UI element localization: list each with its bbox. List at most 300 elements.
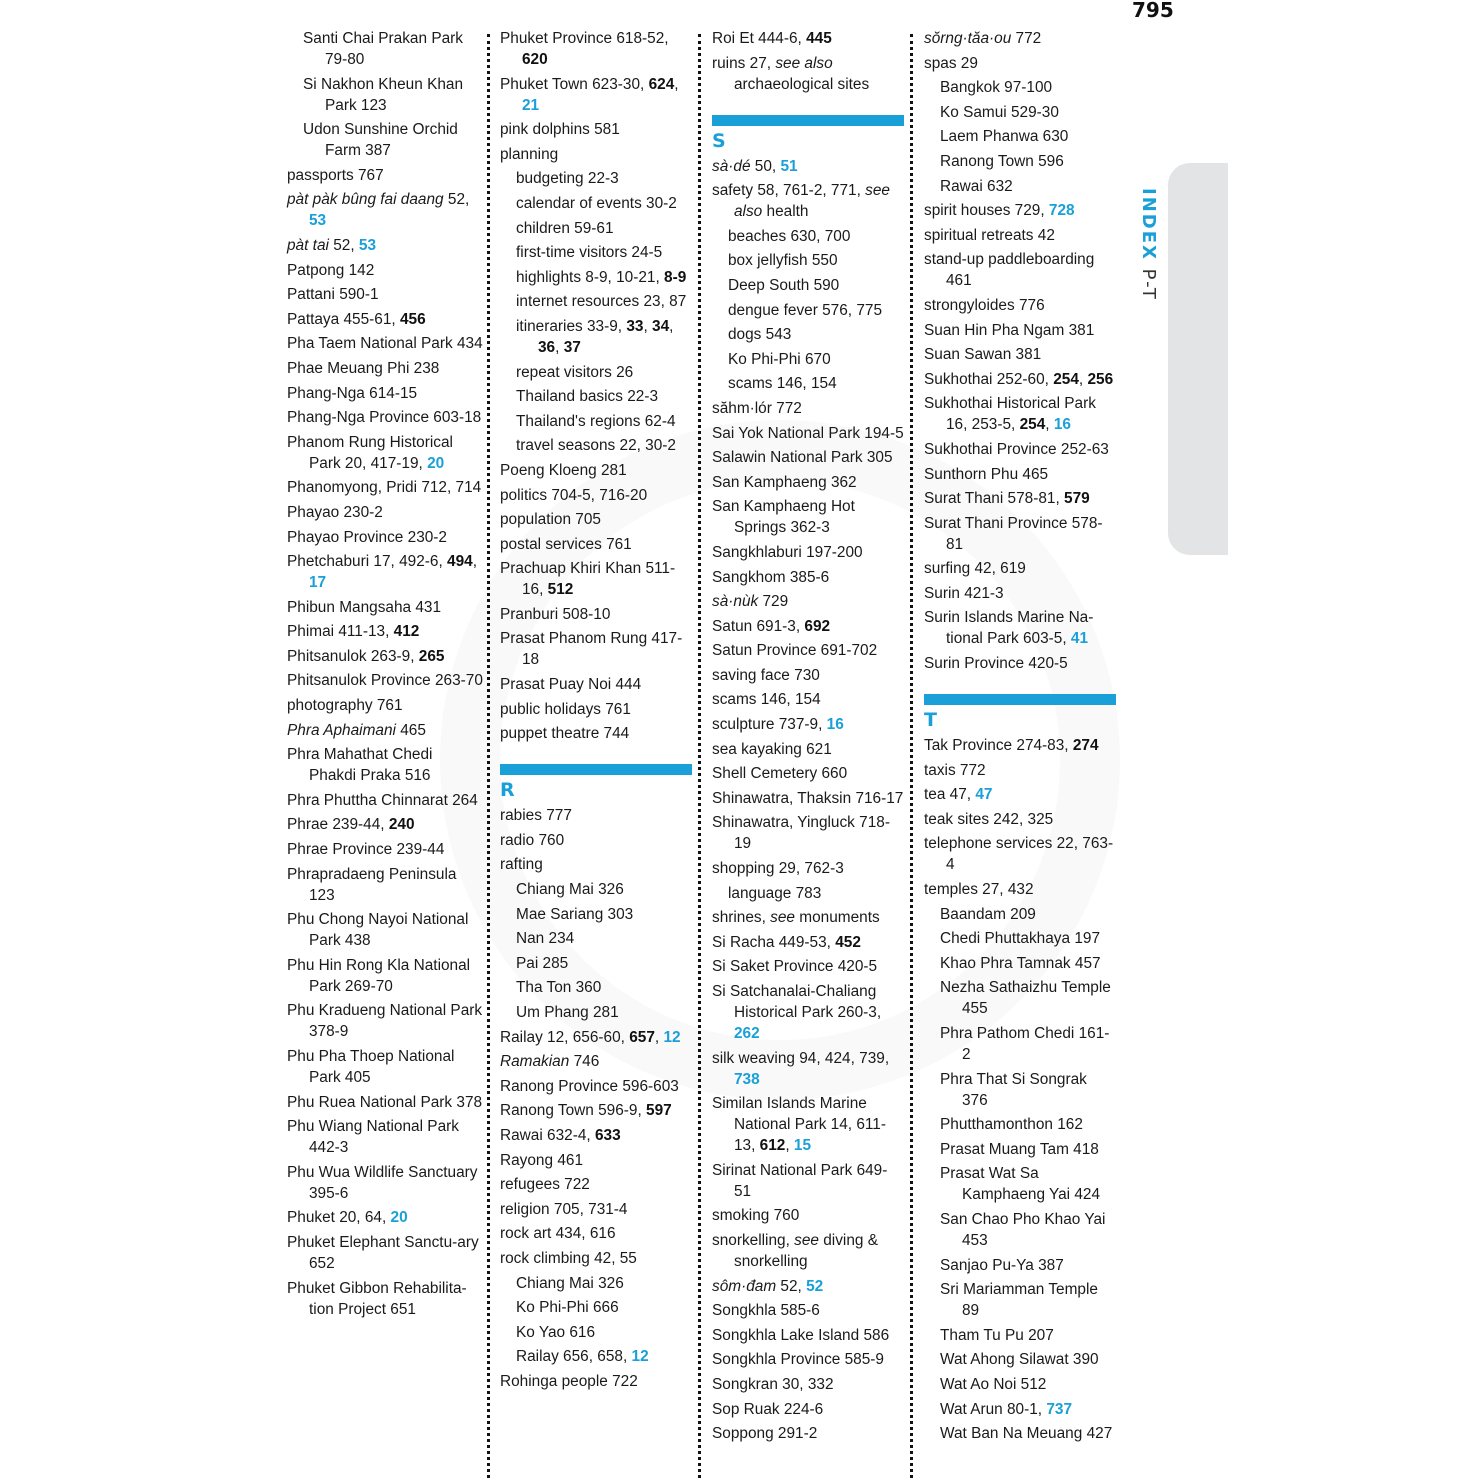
entry-text: Um Phang 281 xyxy=(516,1004,619,1021)
entry-text: Shinawatra, Yingluck 718-19 xyxy=(712,814,890,853)
entry-text: Phang-Nga 614-15 xyxy=(287,384,418,402)
index-entry xyxy=(287,621,483,642)
entry-text: Phimai 411-13, xyxy=(287,623,394,641)
index-column-4 xyxy=(924,28,1116,1448)
entry-text: Railay 656, 658, xyxy=(516,1348,632,1366)
page-ref-highlight: 41 xyxy=(1070,630,1089,648)
page-ref-bold: 274 xyxy=(1072,737,1099,755)
index-entry xyxy=(712,1325,904,1346)
index-subentry xyxy=(924,1163,1116,1205)
index-entry xyxy=(287,695,483,716)
entry-text: Udon Sunshine Orchid Farm 387 xyxy=(303,121,458,160)
index-entry xyxy=(500,1174,692,1195)
index-entry xyxy=(500,534,692,555)
entry-text: Tham Tu Pu 207 xyxy=(940,1326,1054,1344)
entry-text: pàt tai xyxy=(287,236,329,254)
entry-text: , xyxy=(669,317,674,335)
index-subentry xyxy=(500,1273,692,1294)
entry-text: Laem Phanwa 630 xyxy=(940,128,1069,146)
section-header xyxy=(500,764,692,803)
index-entry xyxy=(287,527,483,548)
entry-text: rafting xyxy=(500,856,543,874)
index-subentry xyxy=(924,1325,1116,1346)
entry-text: Phu Wiang National Park 442-3 xyxy=(287,1118,459,1157)
entry-text: , xyxy=(555,338,564,356)
side-tab-index-label: INDEX xyxy=(1138,188,1159,261)
index-entry xyxy=(924,53,1116,74)
entry-text: politics 704-5, 716-20 xyxy=(500,486,648,504)
index-entry xyxy=(287,790,483,811)
index-entry xyxy=(500,1199,692,1220)
entry-text: spirit houses 729, xyxy=(924,202,1049,220)
entry-text: strongyloides 776 xyxy=(924,296,1045,314)
entry-text: 52, xyxy=(776,1277,807,1295)
index-entry xyxy=(712,28,904,49)
index-entry xyxy=(712,591,904,612)
index-entry xyxy=(287,284,483,305)
index-entry xyxy=(287,432,483,474)
index-column-2 xyxy=(500,28,692,1396)
index-subentry xyxy=(500,977,692,998)
index-subentry xyxy=(924,1114,1116,1135)
entry-text: Phra Pathom Chedi 161-2 xyxy=(940,1025,1110,1063)
entry-text: Wat Ao Noi 512 xyxy=(940,1375,1047,1393)
entry-text: snorkelling, xyxy=(712,1231,795,1249)
index-entry xyxy=(924,833,1116,875)
entry-text: Ko Samui 529-30 xyxy=(940,103,1059,121)
entry-text: saving face 730 xyxy=(712,666,820,684)
index-subentry xyxy=(287,119,483,161)
entry-text: Suan Sawan 381 xyxy=(924,346,1042,364)
index-subentry xyxy=(500,291,692,312)
index-entry xyxy=(712,1048,904,1090)
index-subentry xyxy=(712,250,904,271)
entry-text: Phu Pha Thoep National Park 405 xyxy=(287,1048,455,1086)
index-entry xyxy=(287,864,483,906)
page-ref-highlight: 12 xyxy=(663,1028,681,1046)
index-entry xyxy=(712,567,904,588)
entry-text: Pai 285 xyxy=(516,954,569,972)
entry-text: sea kayaking 621 xyxy=(712,740,832,758)
entry-text: Mae Sariang 303 xyxy=(516,905,634,923)
entry-text: scams 146, 154 xyxy=(728,375,837,393)
index-entry xyxy=(500,723,692,744)
index-entry xyxy=(500,1027,692,1048)
entry-text: Pha Taem National Park 434 xyxy=(287,335,483,353)
side-tab-label xyxy=(1135,188,1159,301)
index-entry xyxy=(287,1000,483,1042)
page-ref-highlight: 738 xyxy=(734,1070,760,1088)
entry-text: Shinawatra, Thaksin 716-17 xyxy=(712,789,904,807)
index-entry xyxy=(500,1223,692,1244)
index-subentry xyxy=(924,1399,1116,1420)
index-subentry xyxy=(924,126,1116,147)
entry-text: box jellyfish 550 xyxy=(728,252,838,270)
index-entry xyxy=(500,854,692,875)
entry-text: Phuket Town 623-30, xyxy=(500,75,649,93)
index-entry xyxy=(924,879,1116,900)
entry-text: itineraries 33-9, xyxy=(516,317,627,335)
entry-text: tea 47, xyxy=(924,786,976,804)
index-subentry xyxy=(287,28,483,70)
index-subentry xyxy=(712,275,904,296)
page-ref-bold: 494 xyxy=(447,553,473,571)
index-subentry xyxy=(500,218,692,239)
index-entry xyxy=(924,760,1116,781)
entry-text: beaches 630, 700 xyxy=(728,227,851,245)
entry-text: Sukhothai 252-60, xyxy=(924,370,1054,388)
entry-text: Phu Hin Rong Kla National Park 269-70 xyxy=(287,956,471,995)
entry-text: 746 xyxy=(569,1053,600,1071)
entry-text: religion 705, 731-4 xyxy=(500,1200,628,1218)
entry-text: Pattani 590-1 xyxy=(287,286,379,304)
entry-text: sŏrng·tăa·ou xyxy=(924,30,1012,47)
index-subentry xyxy=(924,904,1116,925)
index-entry xyxy=(287,670,483,691)
index-entry xyxy=(500,509,692,530)
index-subentry xyxy=(924,1209,1116,1251)
index-entry xyxy=(500,74,692,116)
index-entry xyxy=(287,358,483,379)
entry-text: Ko Yao 616 xyxy=(516,1323,596,1341)
entry-text: Ramakian xyxy=(500,1053,570,1071)
page-ref-highlight: 47 xyxy=(975,786,993,804)
entry-text: Phuket 20, 64, xyxy=(287,1209,391,1227)
entry-text: language 783 xyxy=(728,884,822,902)
index-entry xyxy=(924,488,1116,509)
page-ref-highlight: 17 xyxy=(309,574,327,592)
index-entry xyxy=(287,551,483,593)
entry-text: temples 27, 432 xyxy=(924,881,1034,899)
entry-text: Rayong 461 xyxy=(500,1151,584,1169)
entry-text: see xyxy=(770,909,795,927)
section-letter: S xyxy=(712,129,726,152)
entry-text: Rawai 632 xyxy=(940,177,1013,195)
index-entry xyxy=(287,839,483,860)
index-entry xyxy=(287,477,483,498)
index-subentry xyxy=(500,953,692,974)
index-subentry xyxy=(500,267,692,288)
index-entry xyxy=(712,180,904,222)
entry-text: Sai Yok National Park 194-5 xyxy=(712,424,904,442)
entry-text: Phutthamonthon 162 xyxy=(940,1116,1083,1134)
page-ref-bold: 597 xyxy=(646,1102,672,1120)
entry-text: shrines, xyxy=(712,909,771,927)
entry-text: săhm·lór 772 xyxy=(712,399,802,417)
entry-text: budgeting 22-3 xyxy=(516,170,619,188)
index-entry xyxy=(500,1125,692,1146)
index-entry xyxy=(287,383,483,404)
entry-text: repeat visitors 26 xyxy=(516,363,634,381)
index-entry xyxy=(712,1349,904,1370)
entry-text: Thailand's regions 62-4 xyxy=(516,412,676,430)
index-entry xyxy=(712,398,904,419)
entry-text: Wat Arun 80-1, xyxy=(940,1400,1047,1418)
index-entry xyxy=(712,1205,904,1226)
entry-text: Sirinat National Park 649-51 xyxy=(712,1161,888,1200)
index-entry xyxy=(287,744,483,786)
page-ref-bold: 254 xyxy=(1053,370,1079,388)
entry-text: Prachuap Khiri Khan 511-16, xyxy=(500,560,676,599)
entry-text: Pattaya 455-61, xyxy=(287,310,400,328)
entry-text: Phrae Province 239-44 xyxy=(287,841,445,859)
page-ref-bold: 412 xyxy=(393,623,420,641)
index-subentry xyxy=(712,349,904,370)
entry-text: photography 761 xyxy=(287,697,403,715)
index-entry xyxy=(500,1051,692,1072)
entry-text: dengue fever 576, 775 xyxy=(728,301,883,319)
entry-text: Phra Mahathat Chedi Phakdi Praka 516 xyxy=(287,746,433,785)
index-entry xyxy=(287,235,483,256)
index-subentry xyxy=(500,904,692,925)
page-ref-bold: 633 xyxy=(594,1126,621,1144)
index-entry xyxy=(712,1160,904,1202)
section-bar xyxy=(500,764,692,775)
page-ref-bold: 34 xyxy=(652,317,670,335)
index-subentry xyxy=(924,1279,1116,1321)
entry-text: 772 xyxy=(1011,30,1042,47)
page-ref-bold: 256 xyxy=(1087,370,1114,388)
entry-text: Si Nakhon Kheun Khan Park 123 xyxy=(303,75,464,114)
entry-text: ruins 27, xyxy=(712,54,776,72)
index-entry xyxy=(712,981,904,1044)
entry-text: sculpture 737-9, xyxy=(712,716,827,734)
index-column-1 xyxy=(287,28,483,1323)
entry-text: Shell Cemetery 660 xyxy=(712,765,848,783)
entry-text: Chiang Mai 326 xyxy=(516,1274,624,1292)
index-entry xyxy=(924,653,1116,674)
entry-text: San Kamphaeng Hot Springs 362-3 xyxy=(712,498,855,537)
entry-text: Phayao Province 230-2 xyxy=(287,528,447,546)
index-entry xyxy=(712,763,904,784)
index-entry xyxy=(712,907,904,928)
entry-text: Satun 691-3, xyxy=(712,617,805,635)
entry-text: Sangkhom 385-6 xyxy=(712,568,830,586)
entry-text: Phuket Elephant Sanctu-ary 652 xyxy=(287,1233,479,1272)
index-entry xyxy=(924,513,1116,555)
entry-text: Santi Chai Prakan Park 79-80 xyxy=(303,30,463,68)
index-subentry xyxy=(924,1349,1116,1370)
index-entry xyxy=(500,558,692,600)
entry-text: Surin Islands Marine Na-tional Park 603-5, xyxy=(924,609,1094,648)
index-entry xyxy=(924,464,1116,485)
index-entry xyxy=(287,646,483,667)
index-entry xyxy=(287,1116,483,1158)
entry-text: Phu Ruea National Park 378 xyxy=(287,1093,483,1111)
entry-text: rock art 434, 616 xyxy=(500,1225,616,1243)
entry-text: , xyxy=(654,1028,664,1046)
index-entry xyxy=(287,955,483,997)
entry-text: Surat Thani 578-81, xyxy=(924,490,1065,508)
entry-text: see also xyxy=(775,54,833,72)
index-entry xyxy=(500,1248,692,1269)
entry-text: children 59-61 xyxy=(516,219,614,237)
entry-text: Wat Ahong Silawat 390 xyxy=(940,1351,1099,1369)
entry-text: silk weaving 94, 424, 739, xyxy=(712,1049,890,1067)
entry-text: Soppong 291-2 xyxy=(712,1425,818,1443)
index-subentry xyxy=(500,168,692,189)
entry-text: Suan Hin Pha Ngam 381 xyxy=(924,321,1095,339)
index-subentry xyxy=(500,879,692,900)
page-ref-highlight: 12 xyxy=(631,1348,649,1366)
index-subentry xyxy=(924,1069,1116,1111)
entry-text: Si Racha 449-53, xyxy=(712,933,836,951)
page-ref-bold: 579 xyxy=(1064,490,1090,508)
entry-text: Sanjao Pu-Ya 387 xyxy=(940,1256,1064,1274)
entry-text: Sop Ruak 224-6 xyxy=(712,1400,824,1418)
entry-text: puppet theatre 744 xyxy=(500,725,630,743)
page-ref-bold: 624 xyxy=(648,75,675,93)
index-entry xyxy=(924,344,1116,365)
index-subentry xyxy=(924,102,1116,123)
page-ref-bold: 452 xyxy=(835,933,861,951)
page-ref-highlight: 16 xyxy=(1053,416,1071,434)
entry-text: Phrae 239-44, xyxy=(287,816,389,834)
index-entry xyxy=(712,1093,904,1156)
index-entry xyxy=(287,165,483,186)
index-subentry xyxy=(500,362,692,383)
index-entry xyxy=(924,393,1116,435)
index-entry xyxy=(712,447,904,468)
entry-text: sôm·đam xyxy=(712,1277,777,1295)
entry-text: planning xyxy=(500,145,559,163)
index-subentry xyxy=(500,928,692,949)
index-entry xyxy=(287,309,483,330)
entry-text: Phanomyong, Pridi 712, 714 xyxy=(287,479,482,497)
index-entry xyxy=(500,485,692,506)
page-ref-highlight: 262 xyxy=(734,1025,760,1042)
index-entry xyxy=(287,1207,483,1228)
entry-text: Ranong Town 596-9, xyxy=(500,1102,647,1120)
entry-text: teak sites 242, 325 xyxy=(924,810,1054,828)
index-subentry xyxy=(500,316,692,358)
entry-text: see xyxy=(794,1231,819,1249)
page-ref-highlight: 737 xyxy=(1046,1400,1073,1418)
entry-text: spiritual retreats 42 xyxy=(924,226,1055,244)
index-entry xyxy=(287,260,483,281)
entry-text: Pranburi 508-10 xyxy=(500,605,611,623)
entry-text: sà·dé xyxy=(712,157,751,175)
index-entry xyxy=(287,502,483,523)
entry-text: 50, xyxy=(750,157,781,175)
entry-text: Phitsanulok 263-9, xyxy=(287,647,419,665)
entry-text: Surat Thani Province 578-81 xyxy=(924,514,1103,553)
page-ref-highlight: 20 xyxy=(390,1209,408,1227)
entry-text: refugees 722 xyxy=(500,1176,590,1194)
entry-text: Chiang Mai 326 xyxy=(516,881,624,899)
index-subentry xyxy=(712,883,904,904)
entry-text: first-time visitors 24-5 xyxy=(516,244,663,262)
entry-text: Ranong Province 596-603 xyxy=(500,1077,679,1095)
entry-text: pink dolphins 581 xyxy=(500,121,620,139)
entry-text: Phu Kradueng National Park 378-9 xyxy=(287,1002,483,1041)
index-entry xyxy=(712,739,904,760)
index-subentry xyxy=(924,1023,1116,1065)
entry-text: monuments xyxy=(795,909,880,927)
index-entry xyxy=(712,1374,904,1395)
section-bar xyxy=(712,115,904,126)
index-subentry xyxy=(712,226,904,247)
entry-text: Songkran 30, 332 xyxy=(712,1375,834,1393)
page-number: 795 xyxy=(1132,0,1174,22)
index-entry xyxy=(924,607,1116,649)
entry-text: , xyxy=(472,553,477,571)
entry-text: Phuket Gibbon Rehabilita-tion Project 651 xyxy=(287,1279,467,1318)
index-entry xyxy=(924,249,1116,291)
entry-text: Nezha Sathaizhu Temple 455 xyxy=(940,979,1111,1018)
entry-text: internet resources 23, 87 xyxy=(516,293,687,311)
index-entry xyxy=(500,460,692,481)
entry-text: dogs 543 xyxy=(728,326,792,344)
entry-text: Phra Aphaimani xyxy=(287,721,396,739)
entry-text: Sukhothai Province 252-63 xyxy=(924,440,1109,458)
index-subentry xyxy=(500,1346,692,1367)
entry-text: Khao Phra Tamnak 457 xyxy=(940,954,1101,972)
index-entry xyxy=(924,583,1116,604)
entry-text: Rawai 632-4, xyxy=(500,1126,595,1144)
index-subentry xyxy=(500,1002,692,1023)
index-entry xyxy=(924,439,1116,460)
side-tab xyxy=(1168,163,1228,555)
entry-text: Phayao 230-2 xyxy=(287,503,383,521)
entry-text: archaeological sites xyxy=(734,75,870,93)
entry-text: Wat Ban Na Meuang 427 xyxy=(940,1425,1113,1443)
column-divider xyxy=(910,34,913,1478)
page-ref-bold: 456 xyxy=(399,310,426,328)
entry-text: spas 29 xyxy=(924,54,978,72)
index-subentry xyxy=(924,176,1116,197)
page-ref-bold: 8-9 xyxy=(664,268,687,286)
index-entry xyxy=(287,909,483,951)
index-entry xyxy=(712,53,904,95)
section-letter: R xyxy=(500,779,515,802)
column-divider xyxy=(487,34,490,1478)
index-entry xyxy=(712,665,904,686)
entry-text: pàt pàk bûng fai daang xyxy=(287,191,444,209)
index-entry xyxy=(924,225,1116,246)
index-entry xyxy=(287,407,483,428)
index-entry xyxy=(712,616,904,637)
page-ref-bold: 265 xyxy=(418,647,445,665)
page-ref-bold: 657 xyxy=(629,1028,655,1046)
entry-text: stand-up paddleboarding 461 xyxy=(924,251,1095,290)
entry-text: smoking 760 xyxy=(712,1207,800,1225)
entry-text: see also xyxy=(734,182,890,221)
index-entry xyxy=(712,472,904,493)
page-ref-highlight: 21 xyxy=(522,96,540,114)
entry-text: Songkhla 585-6 xyxy=(712,1302,820,1320)
page-ref-bold: 33 xyxy=(626,317,644,335)
entry-text: radio 760 xyxy=(500,831,565,849)
entry-text: Sukhothai Historical Park 16, 253-5, xyxy=(924,395,1096,434)
entry-text: Phra That Si Songrak 376 xyxy=(940,1070,1087,1109)
entry-text: Tak Province 274-83, xyxy=(924,737,1073,755)
entry-text: Phra Phuttha Chinnarat 264 xyxy=(287,791,478,809)
entry-text: Baandam 209 xyxy=(940,905,1036,923)
entry-text: , xyxy=(643,317,653,335)
index-entry xyxy=(500,628,692,670)
entry-text: population 705 xyxy=(500,511,601,529)
index-entry xyxy=(287,720,483,741)
page-ref-bold: 37 xyxy=(563,338,581,356)
entry-text: , xyxy=(674,75,679,93)
index-entry xyxy=(287,1232,483,1274)
index-entry xyxy=(712,1399,904,1420)
entry-text: Prasat Wat Sa Kamphaeng Yai 424 xyxy=(940,1165,1101,1204)
index-entry xyxy=(712,1230,904,1272)
index-entry xyxy=(924,809,1116,830)
index-entry xyxy=(924,200,1116,221)
